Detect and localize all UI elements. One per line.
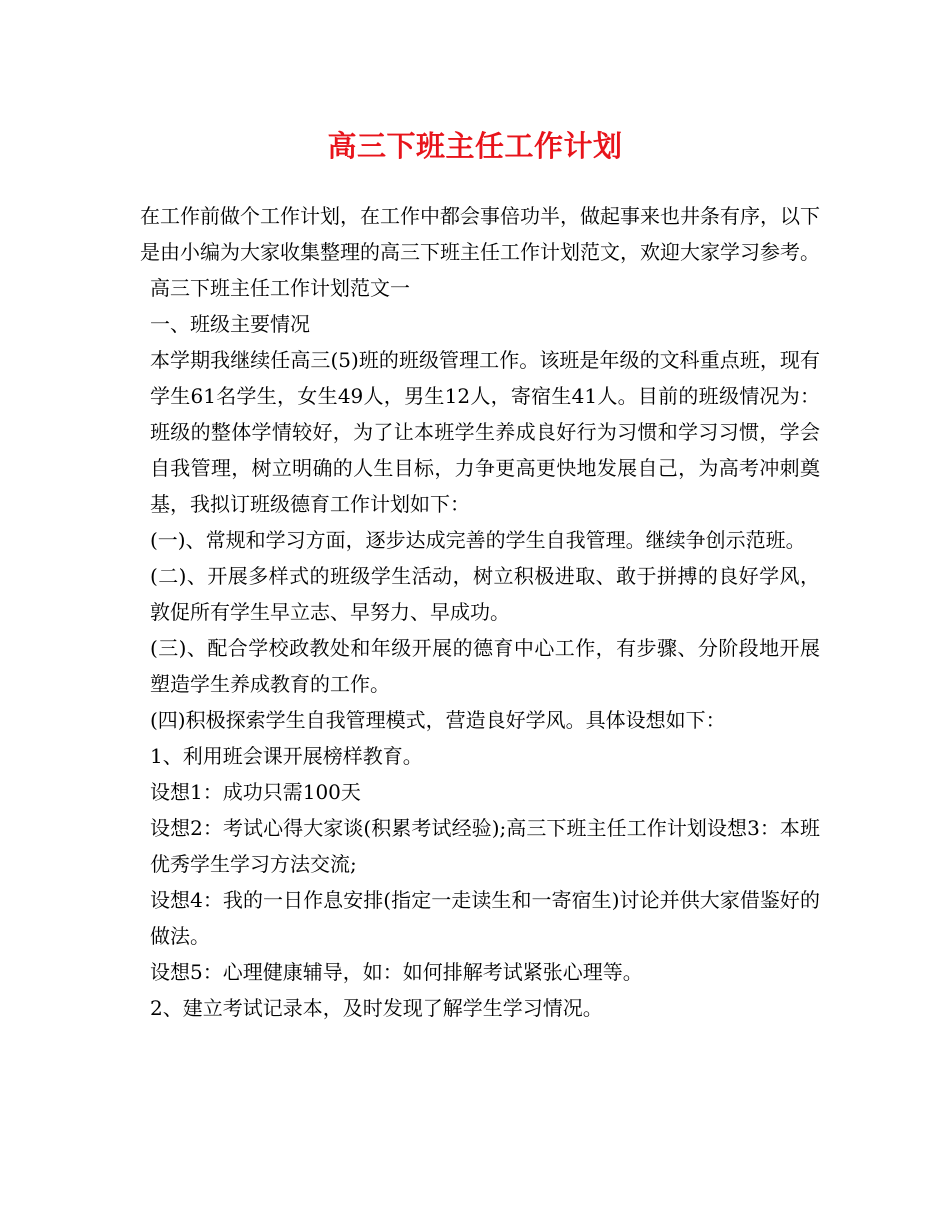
paragraph-step-two: 2、建立考试记录本，及时发现了解学生学习情况。	[150, 996, 603, 1020]
paragraph-idea-two: 设想2：考试心得大家谈(积累考试经验);高三下班主任工作计划设想3：本班优秀学生学习方法交流;	[150, 816, 820, 876]
document-title: 高三下班主任工作计划	[327, 129, 623, 163]
section-heading-sample-one: 高三下班主任工作计划范文一	[150, 276, 410, 300]
paragraph-class-situation: 本学期我继续任高三(5)班的班级管理工作。该班是年级的文科重点班，现有学生61名学生，女生49人，男生12人，寄宿生41人。目前的班级情况为：班级的整体学情较好，为了让本班学生养成良好行为习惯和学习习惯，学会自我管理，树立明确的人生目标，力争更高更快地发展自己，为高考冲刺奠基，我拟订班级德育工作计划如下：	[150, 348, 820, 516]
paragraph-idea-five: 设想5：心理健康辅导，如：如何排解考试紧张心理等。	[150, 960, 643, 984]
section-heading-class-situation: 一、班级主要情况	[150, 312, 310, 336]
paragraph-item-one: (一)、常规和学习方面，逐步达成完善的学生自我管理。继续争创示范班。	[150, 528, 806, 552]
paragraph-intro: 在工作前做个工作计划，在工作中都会事倍功半，做起事来也井条有序，以下是由小编为大家收集整理的高三下班主任工作计划范文，欢迎大家学习参考。	[140, 204, 820, 264]
paragraph-idea-one: 设想1：成功只需100天	[150, 780, 361, 804]
paragraph-idea-four: 设想4：我的一日作息安排(指定一走读生和一寄宿生)讨论并供大家借鉴好的做法。	[150, 888, 820, 948]
document-body	[140, 198, 820, 1026]
paragraph-item-three: (三)、配合学校政教处和年级开展的德育中心工作，有步骤、分阶段地开展塑造学生养成教育的工作。	[150, 636, 820, 696]
paragraph-step-one: 1、利用班会课开展榜样教育。	[150, 744, 423, 768]
paragraph-item-two: (二)、开展多样式的班级学生活动，树立积极进取、敢于拼搏的良好学风，敦促所有学生早立志、早努力、早成功。	[150, 564, 820, 624]
paragraph-item-four: (四)积极探索学生自我管理模式，营造良好学风。具体设想如下：	[150, 708, 726, 732]
